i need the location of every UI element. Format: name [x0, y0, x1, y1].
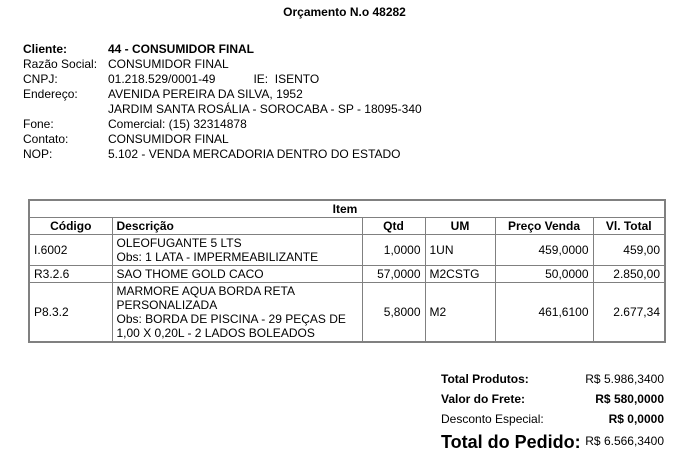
ie-value: ISENTO: [274, 72, 320, 86]
cliente-value: 44 - CONSUMIDOR FINAL: [108, 42, 255, 56]
cell-um: M2: [425, 283, 495, 343]
ie-label: IE:: [253, 72, 269, 86]
group-header-row: [29, 200, 665, 218]
cell-preco: 459,0000: [495, 235, 593, 266]
cell-total: 2.850,00: [593, 266, 665, 283]
endereco-line2: JARDIM SANTA ROSÁLIA - SOROCABA - SP - 18095-340: [108, 102, 422, 116]
total-produtos-value: R$ 5.986,3400: [585, 372, 664, 386]
fone-label: Fone:: [23, 117, 54, 131]
column-header-row: [29, 218, 665, 235]
contato-label: Contato:: [23, 132, 69, 146]
cell-descricao: [112, 283, 362, 343]
col-preco: Preço Venda: [495, 218, 593, 235]
cell-preco: 50,0000: [495, 266, 593, 283]
group-header: Item: [29, 200, 665, 218]
desconto-value: R$ 0,0000: [608, 412, 664, 426]
items-table: [28, 199, 666, 343]
cell-qtd: 5,8000: [362, 283, 425, 343]
contato-value: CONSUMIDOR FINAL: [108, 132, 229, 146]
total-produtos-label: Total Produtos:: [441, 372, 529, 386]
col-descricao: Descrição: [112, 218, 362, 235]
cell-descricao: [112, 235, 362, 266]
nop-value: 5.102 - VENDA MERCADORIA DENTRO DO ESTADO: [108, 147, 401, 161]
fone-value: Comercial: (15) 32314878: [108, 117, 247, 131]
table-row: [29, 266, 665, 283]
cell-preco: 461,6100: [495, 283, 593, 343]
descricao-line: 1,00 X 0,20L - 2 LADOS BOLEADOS: [116, 326, 315, 340]
cnpj-value: 01.218.529/0001-49: [108, 72, 216, 86]
descricao-line: SAO THOME GOLD CACO: [116, 267, 264, 281]
descricao-line: OLEOFUGANTE 5 LTS: [116, 236, 242, 250]
cliente-label: Cliente:: [23, 42, 68, 56]
totals-section: [441, 372, 664, 454]
col-codigo: Código: [29, 218, 112, 235]
cell-um: M2CSTG: [425, 266, 495, 283]
table-row: [29, 283, 665, 343]
table-row: [29, 235, 665, 266]
total-pedido-row: [441, 434, 664, 454]
cell-qtd: 1,0000: [362, 235, 425, 266]
cell-qtd: 57,0000: [362, 266, 425, 283]
razao-value: CONSUMIDOR FINAL: [108, 57, 229, 71]
frete-label: Valor do Frete:: [441, 392, 526, 406]
cell-descricao: [112, 266, 362, 283]
cnpj-label: CNPJ:: [23, 72, 58, 86]
nop-label: NOP:: [23, 147, 53, 161]
cell-codigo: R3.2.6: [29, 266, 112, 283]
col-um: UM: [425, 218, 495, 235]
total-produtos-row: [441, 372, 664, 392]
cell-um: 1UN: [425, 235, 495, 266]
razao-label: Razão Social:: [23, 57, 98, 71]
frete-value: R$ 580,0000: [595, 392, 664, 406]
descricao-line: Obs: BORDA DE PISCINA - 29 PEÇAS DE: [116, 312, 346, 326]
document-title: Orçamento N.o 48282: [283, 5, 406, 19]
total-pedido-label: Total do Pedido:: [441, 432, 581, 452]
endereco-label: Endereço:: [23, 87, 78, 101]
desconto-label: Desconto Especial:: [441, 412, 544, 426]
cell-total: 459,00: [593, 235, 665, 266]
descricao-line: Obs: 1 LATA - IMPERMEABILIZANTE: [116, 250, 319, 264]
cell-codigo: P8.3.2: [29, 283, 112, 343]
cell-total: 2.677,34: [593, 283, 665, 343]
descricao-line: MARMORE AQUA BORDA RETA: [116, 284, 295, 298]
frete-row: [441, 392, 664, 412]
endereco-line1: AVENIDA PEREIRA DA SILVA, 1952: [108, 87, 303, 101]
total-pedido-value: R$ 6.566,3400: [585, 434, 664, 448]
descricao-line: PERSONALIZADA: [116, 298, 218, 312]
desconto-row: [441, 412, 664, 432]
col-qtd: Qtd: [362, 218, 425, 235]
cell-codigo: I.6002: [29, 235, 112, 266]
col-total: Vl. Total: [593, 218, 665, 235]
